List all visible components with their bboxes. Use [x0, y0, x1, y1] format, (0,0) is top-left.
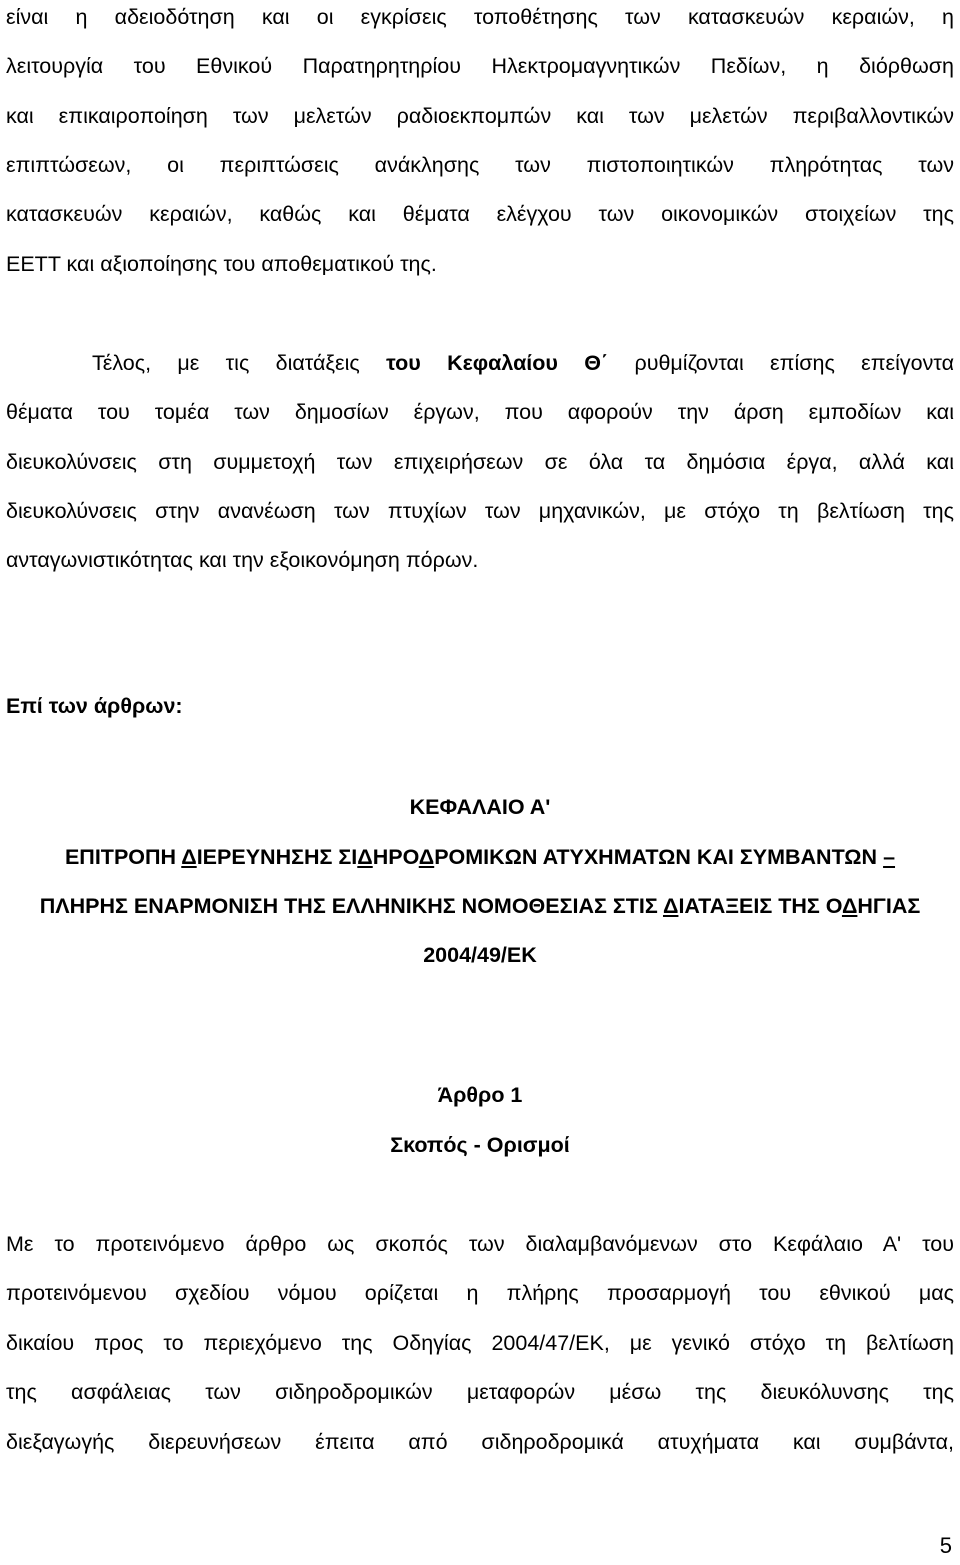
article-subtitle: Σκοπός - Ορισμοί — [390, 1133, 570, 1157]
text-line: και επικαιροποίηση των μελετών ραδιοεκπομπών και των μελετών περιβαλλοντικών — [6, 104, 954, 128]
text-line: της ασφάλειας των σιδηροδρομικών μεταφορών μέσω της διευκόλυνσης της — [6, 1380, 954, 1404]
bold-text-run: του Κεφαλαίου Θ΄ — [386, 351, 609, 375]
text-line: είναι η αδειοδότηση και οι εγκρίσεις τοποθέτησης των κατασκευών κεραιών, η — [6, 5, 954, 29]
text-run: Τέλος, με τις διατάξεις — [92, 351, 360, 375]
text-line: κατασκευών κεραιών, καθώς και θέματα ελέγχου των οικονομικών στοιχείων της — [6, 202, 954, 226]
underlined-text-run: Δ — [181, 845, 197, 869]
chapter-title: ΚΕΦΑΛΑΙΟ Α' — [409, 795, 551, 819]
text-line — [92, 349, 954, 377]
text-line: δικαίου προς το περιεχόμενο της Οδηγίας 2004/47/ΕΚ, με γενικό στόχο τη βελτίωση — [6, 1331, 954, 1355]
text-run: ΙΑΤΑΞΕΙΣ ΤΗΣ Ο — [678, 894, 842, 918]
underlined-text-run: Δ — [418, 845, 435, 869]
text-line: διεξαγωγής διερευνήσεων έπειτα από σιδηροδρομικά ατυχήματα και συμβάντα, — [6, 1430, 954, 1454]
text-line: διευκολύνσεις στην ανανέωση των πτυχίων των μηχανικών, με στόχο τη βελτίωση της — [6, 499, 954, 523]
page-number: 5 — [939, 1533, 952, 1558]
articles-heading: Επί των άρθρων: — [6, 694, 183, 718]
text-line: Με το προτεινόμενο άρθρο ως σκοπός των διαλαμβανόμενων στο Κεφάλαιο Α' του — [6, 1232, 954, 1256]
text-run: ΡΟΜΙΚΩΝ ΑΤΥΧΗΜΑΤΩΝ ΚΑΙ ΣΥΜΒΑΝΤΩΝ — [434, 845, 884, 869]
text-run: ΕΠΙΤΡΟΠΗ — [64, 845, 182, 869]
text-run: ΗΡΟ — [372, 845, 419, 869]
text-line: ΕΕΤΤ και αξιοποίησης του αποθεματικού της. — [6, 252, 437, 276]
text-line: θέματα του τομέα των δημοσίων έργων, που αφορούν την άρση εμποδίων και — [6, 400, 954, 424]
article-title: Άρθρο 1 — [437, 1083, 523, 1107]
text-line: προτεινόμενου σχεδίου νόμου ορίζεται η πλήρης προσαρμογή του εθνικού μας — [6, 1281, 954, 1305]
text-line: διευκολύνσεις στη συμμετοχή των επιχειρήσεων σε όλα τα δημόσια έργα, αλλά και — [6, 450, 954, 474]
underlined-text-run: Δ — [357, 845, 373, 869]
underlined-text-run: Δ — [841, 894, 858, 918]
text-run: ρυθμίζονται επίσης επείγοντα — [634, 351, 954, 375]
text-run: ΙΕΡΕΥΝΗΣΗΣ ΣΙ — [196, 845, 358, 869]
text-line: λειτουργία του Εθνικού Παρατηρητηρίου Ηλεκτρομαγνητικών Πεδίων, η διόρθωση — [6, 54, 954, 78]
chapter-subtitle-line-2 — [0, 892, 960, 920]
chapter-subtitle-line-1 — [0, 843, 960, 871]
text-run: ΗΓΙΑΣ — [857, 894, 921, 918]
underlined-text-run: – — [883, 845, 896, 869]
chapter-subtitle-line-3: 2004/49/ΕΚ — [423, 943, 537, 967]
text-line: ανταγωνιστικότητας και την εξοικονόμηση πόρων. — [6, 548, 479, 572]
underlined-text-run: Δ — [662, 894, 679, 918]
text-line: επιπτώσεων, οι περιπτώσεις ανάκλησης των πιστοποιητικών πληρότητας των — [6, 153, 954, 177]
text-run: ΠΛΗΡΗΣ ΕΝΑΡΜΟΝΙΣΗ ΤΗΣ ΕΛΛΗΝΙΚΗΣ ΝΟΜΟΘΕΣΙΑΣ ΣΤΙΣ — [39, 894, 663, 918]
